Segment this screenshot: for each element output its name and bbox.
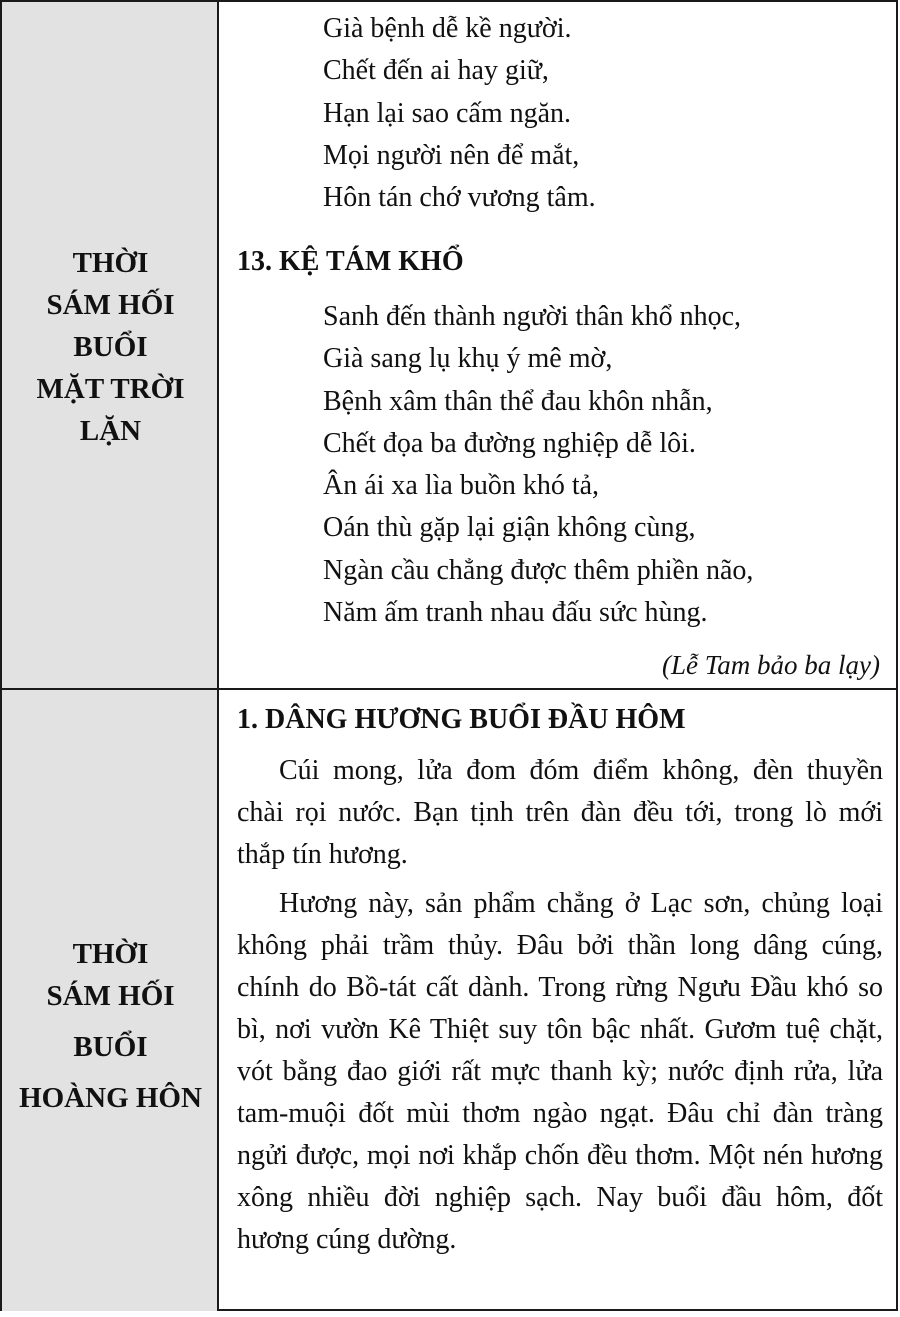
paragraph: Cúi mong, lửa đom đóm điểm không, đèn thuyền chài rọi nước. Bạn tịnh trên đàn đều tới, trong lò mới thắp tín hương.	[237, 755, 883, 870]
table-row	[2, 690, 896, 1311]
attribution: (Lễ Tam bảo ba lạy)	[661, 650, 880, 680]
verse-block	[323, 296, 753, 634]
verse-line: Mọi người nên để mắt,	[323, 139, 580, 171]
verse-line: Hạn lại sao cấm ngăn.	[323, 97, 572, 129]
verse-line: Hôn tán chớ vương tâm.	[323, 182, 596, 214]
verse-line: Già sang lụ khụ ý mê mờ,	[323, 343, 613, 375]
verse-line: Ngàn cầu chẳng được thêm phiền não,	[323, 554, 754, 586]
verse-line: Chết đọa ba đường nghiệp dễ lôi.	[323, 427, 696, 459]
verse-line: Ân ái xa lìa buồn khó tả,	[323, 470, 600, 502]
section-content-cell	[219, 2, 896, 688]
verse-block	[323, 8, 596, 219]
paragraph: Hương này, sản phẩm chẳng ở Lạc sơn, chủng loại không phải trầm thủy. Đâu bởi thần long dâng cúng, chính do Bồ-tát cất dành. Trong rừng Ngưu Đầu khó so bì, nơi vườn Kê Thiệt suy tôn bậc nhất. Gươm tuệ chặt, vót bằng đao giới rất mực thanh kỳ; nước định rửa, lửa tam-muội đốt mùi thơm ngào ngạt. Đâu chỉ đàn tràng ngửi được, mọi nơi khắp chốn đều thơm. Một nén hương xông nhiều đời nghiệp sạch. Nay buổi đầu hôm, đốt hương cúng dường.	[237, 888, 883, 1255]
section-label-cell	[2, 690, 219, 1311]
verse-line: Già bệnh dễ kề người.	[323, 13, 572, 44]
section-label-cell	[2, 2, 219, 688]
verse-line: Sanh đến thành người thân khổ nhọc,	[323, 301, 742, 332]
section-heading: 13. KỆ TÁM KHỔ	[237, 246, 464, 277]
section-heading: 1. DÂNG HƯƠNG BUỔI ĐẦU HÔM	[237, 704, 686, 735]
verse-line: Bệnh xâm thân thể đau khôn nhẫn,	[323, 385, 713, 417]
section-content-cell	[219, 690, 896, 1311]
verse-line: Oán thù gặp lại giận không cùng,	[323, 512, 696, 544]
verse-line: Năm ấm tranh nhau đấu sức hùng.	[323, 597, 708, 629]
verse-line: Chết đến ai hay giữ,	[323, 55, 549, 87]
table-row	[2, 2, 896, 690]
section-title: THỜI SÁM HỐI BUỔI MẶT TRỜI LẶN	[36, 247, 185, 447]
section-title: THỜI SÁM HỐI BUỔI HOÀNG HÔN	[19, 938, 202, 1114]
